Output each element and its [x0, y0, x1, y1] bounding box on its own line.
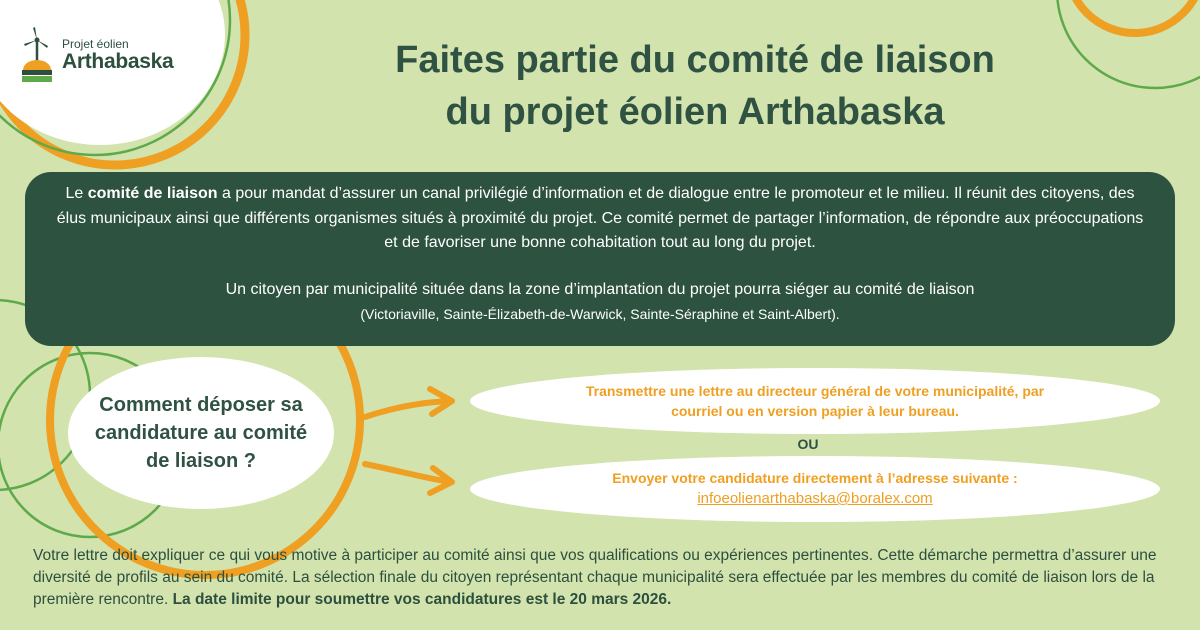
mandate-rest: a pour mandat d’assurer un canal privilégié d’information et de dialogue entre le promoteur et le milieu. Il réunit des citoyens, des élus municipaux ainsi que différents organismes situés à proximité du projet. Ce comité permet de partager l’information, de répondre aux préoccupations et de favoriser une bonne cohabitation tout au long du projet.	[56, 185, 1144, 251]
deco-ring-orange-topright	[1067, 0, 1200, 33]
logo-line2: Arthabaska	[62, 49, 174, 73]
option1-bubble	[470, 368, 1160, 434]
mandate-bold-term: comité de liaison	[87, 185, 218, 202]
mandate-paragraph	[49, 182, 1151, 256]
question-text: Comment déposer sa candidature au comité de liaison ?	[94, 394, 308, 472]
deadline-text: La date limite pour soumettre vos candidatures est le 20 mars 2026.	[172, 591, 672, 608]
title-line2: du projet éolien Arthabaska	[445, 91, 945, 133]
page-title	[300, 34, 1090, 138]
logo	[20, 26, 173, 84]
question-bubble	[68, 357, 334, 509]
mandate-box	[25, 172, 1175, 346]
logo-wordmark	[62, 38, 173, 73]
option2-text: Envoyer votre candidature directement à l’adresse suivante :	[612, 470, 1018, 486]
wind-turbine-logo-icon	[20, 26, 54, 84]
municipalities-list: (Victoriaville, Sainte-Élizabeth-de-Warwick, Sainte-Séraphine et Saint-Albert).	[360, 306, 840, 322]
mandate-prefix: Le	[65, 185, 88, 202]
citizen-paragraph: Un citoyen par municipalité située dans la zone d’implantation du projet pourra siéger au comité de liaison	[225, 280, 975, 298]
option1-text: Transmettre une lettre au directeur général de votre municipalité, par courriel ou en version papier à leur bureau.	[585, 383, 1045, 419]
email-link[interactable]: infoeolienarthabaska@boralex.com	[697, 490, 933, 507]
footer-text: Votre lettre doit expliquer ce qui vous motive à participer au comité ainsi que vos qualifications ou expériences pertinentes. Cette démarche permettra d’assurer une diversité de profils au sein du comité. La sélection finale du citoyen représentant chaque municipalité sera effectuée par les membres du comité de liaison lors de la première rencontre.	[33, 547, 1157, 608]
footer-paragraph	[33, 545, 1183, 611]
option2-bubble	[470, 456, 1160, 522]
logo-line1: Projet éolien	[62, 36, 129, 51]
or-separator: OU	[797, 436, 819, 452]
title-line1: Faites partie du comité de liaison	[395, 39, 995, 81]
